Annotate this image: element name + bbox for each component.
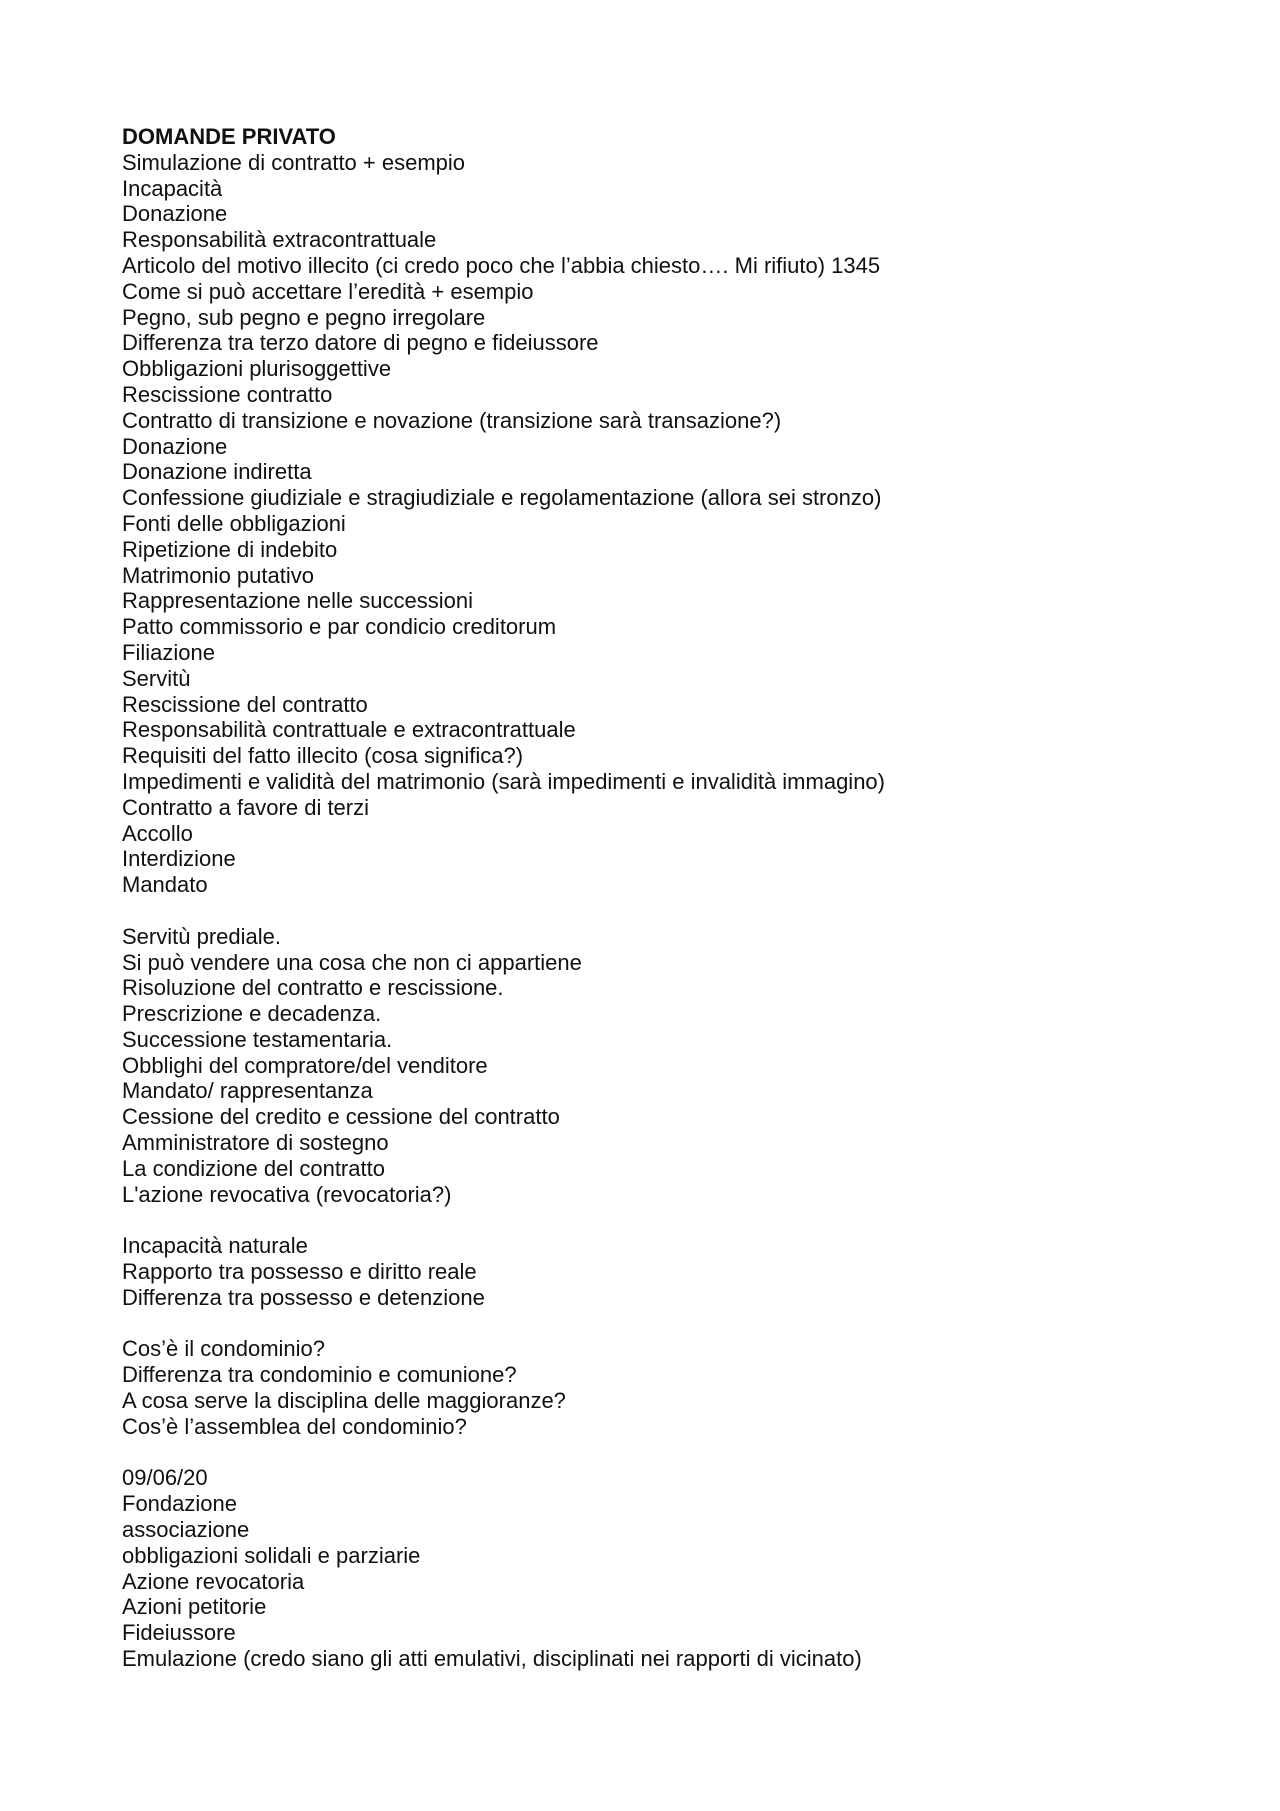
question-line: Azione revocatoria (122, 1568, 305, 1594)
question-line: Contratto di transizione e novazione (transizione sarà transazione?) (122, 407, 782, 433)
question-line: Amministratore di sostegno (122, 1130, 389, 1156)
question-line: Fideiussore (122, 1620, 236, 1646)
question-line: Patto commissorio e par condicio creditorum (122, 614, 557, 640)
question-line: Interdizione (122, 846, 236, 872)
question-line: Rapporto tra possesso e diritto reale (122, 1259, 477, 1285)
question-group (122, 150, 1202, 898)
question-groups (122, 150, 1202, 1672)
question-line: Donazione (122, 433, 228, 459)
question-group (122, 1336, 1202, 1439)
question-line: Emulazione (credo siano gli atti emulativi, disciplinati nei rapporti di vicinato) (122, 1646, 862, 1672)
question-line: Rappresentazione nelle successioni (122, 588, 473, 614)
question-line: Cos’è il condominio? (122, 1336, 325, 1362)
question-line: Azioni petitorie (122, 1594, 267, 1620)
question-line: Si può vendere una cosa che non ci appartiene (122, 949, 582, 975)
question-line: Donazione indiretta (122, 459, 312, 485)
question-line: Fondazione (122, 1491, 237, 1517)
question-line: Differenza tra condominio e comunione? (122, 1362, 517, 1388)
question-line: Rescissione del contratto (122, 691, 368, 717)
question-line: Donazione (122, 201, 228, 227)
question-line: Successione testamentaria. (122, 1026, 393, 1052)
question-line: Accollo (122, 820, 193, 846)
question-line: Fonti delle obbligazioni (122, 510, 346, 536)
question-line: Mandato/ rappresentanza (122, 1078, 373, 1104)
question-line: Obbligazioni plurisoggettive (122, 356, 392, 382)
question-line: Contratto a favore di terzi (122, 794, 370, 820)
question-line: Responsabilità contrattuale e extracontrattuale (122, 717, 576, 743)
document-title: DOMANDE PRIVATO (122, 124, 336, 149)
question-line: L'azione revocativa (revocatoria?) (122, 1181, 452, 1207)
question-line: 09/06/20 (122, 1465, 208, 1491)
question-group (122, 1233, 1202, 1310)
question-line: La condizione del contratto (122, 1155, 385, 1181)
question-line: Pegno, sub pegno e pegno irregolare (122, 304, 486, 330)
question-line: Incapacità (122, 175, 223, 201)
question-group (122, 1465, 1202, 1671)
question-line: Risoluzione del contratto e rescissione. (122, 975, 504, 1001)
question-line: Ripetizione di indebito (122, 536, 338, 562)
document-content (122, 124, 1202, 1672)
question-line: Articolo del motivo illecito (ci credo poco che l’abbia chiesto…. Mi rifiuto) 1345 (122, 252, 881, 278)
question-line: Filiazione (122, 639, 215, 665)
question-line: Cos’è l’assemblea del condominio? (122, 1413, 467, 1439)
question-line: Servitù prediale. (122, 923, 281, 949)
question-line: obbligazioni solidali e parziarie (122, 1542, 421, 1568)
question-line: Differenza tra terzo datore di pegno e fideiussore (122, 330, 599, 356)
question-line: Rescissione contratto (122, 381, 333, 407)
question-line: A cosa serve la disciplina delle maggioranze? (122, 1388, 566, 1414)
question-line: Mandato (122, 872, 208, 898)
question-line: Responsabilità extracontrattuale (122, 227, 437, 253)
question-line: Incapacità naturale (122, 1233, 308, 1259)
question-line: Differenza tra possesso e detenzione (122, 1284, 485, 1310)
question-line: associazione (122, 1517, 250, 1543)
question-line: Servitù (122, 665, 191, 691)
question-line: Obblighi del compratore/del venditore (122, 1052, 488, 1078)
question-line: Requisiti del fatto illecito (cosa significa?) (122, 743, 524, 769)
question-line: Matrimonio putativo (122, 562, 314, 588)
question-group (122, 924, 1202, 1208)
question-line: Confessione giudiziale e stragiudiziale e regolamentazione (allora sei stronzo) (122, 485, 882, 511)
question-line: Simulazione di contratto + esempio (122, 149, 466, 175)
question-line: Prescrizione e decadenza. (122, 1001, 382, 1027)
question-line: Come si può accettare l’eredità + esempio (122, 278, 534, 304)
question-line: Impedimenti e validità del matrimonio (sarà impedimenti e invalidità immagino) (122, 768, 885, 794)
question-line: Cessione del credito e cessione del contratto (122, 1104, 560, 1130)
